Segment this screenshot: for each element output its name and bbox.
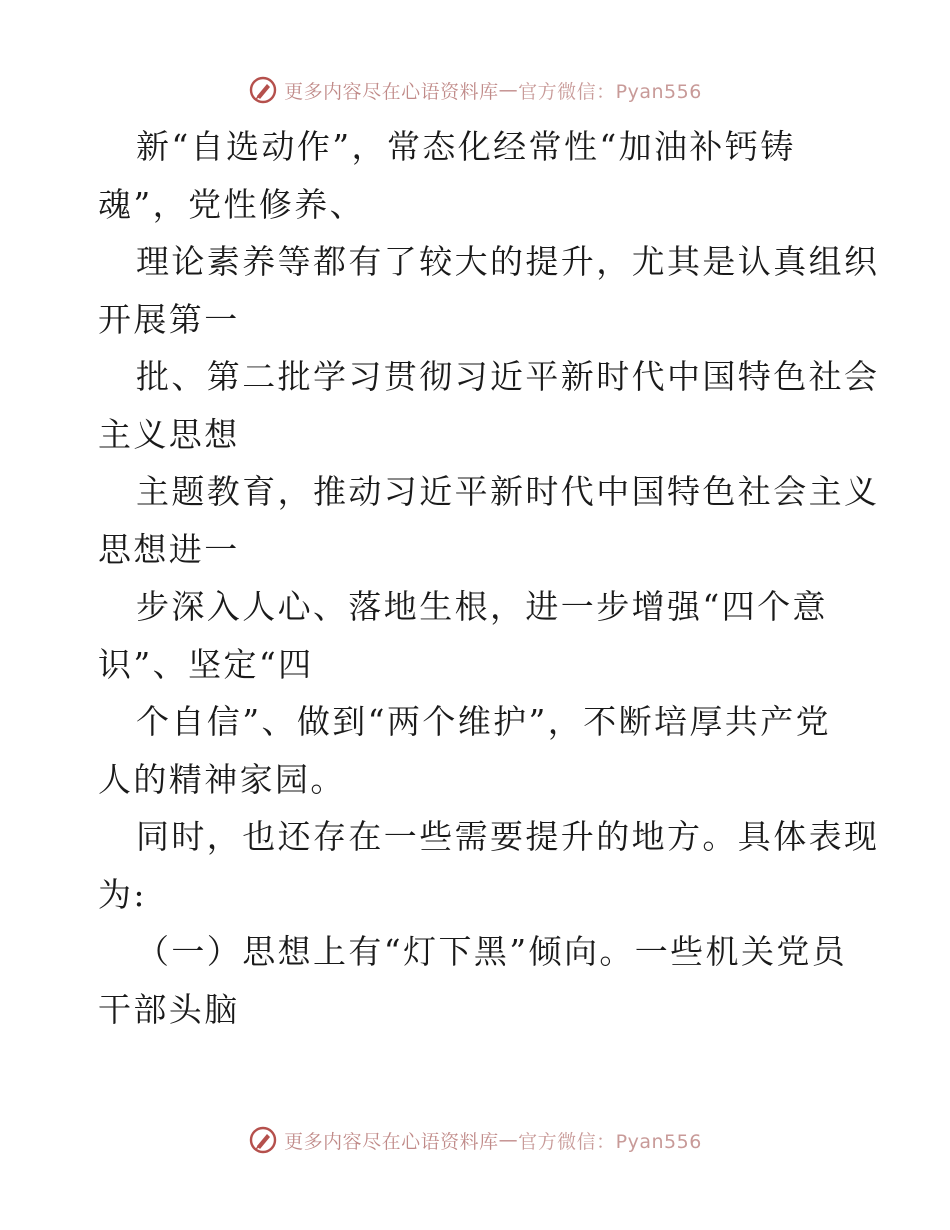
body-line: 为: xyxy=(98,874,147,914)
footer-watermark-banner xyxy=(0,1120,950,1160)
body-line: 同时，也还存在一些需要提升的地方。具体表现 xyxy=(136,817,880,856)
footer-wechat-text: 官方微信：Pyan556 xyxy=(518,1130,702,1153)
body-line: 魂”，党性修养、 xyxy=(98,184,366,224)
header-dash: — xyxy=(498,79,519,101)
body-line: 识”、坚定“四 xyxy=(98,644,314,684)
footer-site-text: 更多内容尽在心语资料库 xyxy=(284,1130,499,1153)
body-line: 开展第一 xyxy=(98,299,240,339)
body-line: （一）思想上有“灯下黑”倾向。一些机关党员 xyxy=(136,932,848,971)
header-site-text: 更多内容尽在心语资料库 xyxy=(284,80,499,103)
body-line: 批、第二批学习贯彻习近平新时代中国特色社会 xyxy=(136,357,880,396)
body-line: 思想进一 xyxy=(98,529,240,569)
header-watermark-banner xyxy=(0,70,950,110)
body-line: 干部头脑 xyxy=(98,989,240,1029)
body-line: 主义思想 xyxy=(98,414,240,454)
pen-nib-circle-icon xyxy=(248,1125,278,1155)
body-line: 主题教育，推动习近平新时代中国特色社会主义 xyxy=(136,472,880,511)
body-line: 个自信”、做到“两个维护”，不断培厚共产党 xyxy=(136,702,832,741)
body-line: 步深入人心、落地生根，进一步增强“四个意 xyxy=(136,587,828,626)
header-wechat-text: 官方微信：Pyan556 xyxy=(518,80,702,103)
body-line: 人的精神家园。 xyxy=(98,759,346,799)
footer-dash: — xyxy=(498,1129,519,1151)
body-line: 新“自选动作”，常态化经常性“加油补钙铸 xyxy=(136,127,796,166)
body-line: 理论素养等都有了较大的提升，尤其是认真组织 xyxy=(136,242,880,281)
document-body xyxy=(98,118,880,1038)
pen-nib-circle-icon xyxy=(248,75,278,105)
